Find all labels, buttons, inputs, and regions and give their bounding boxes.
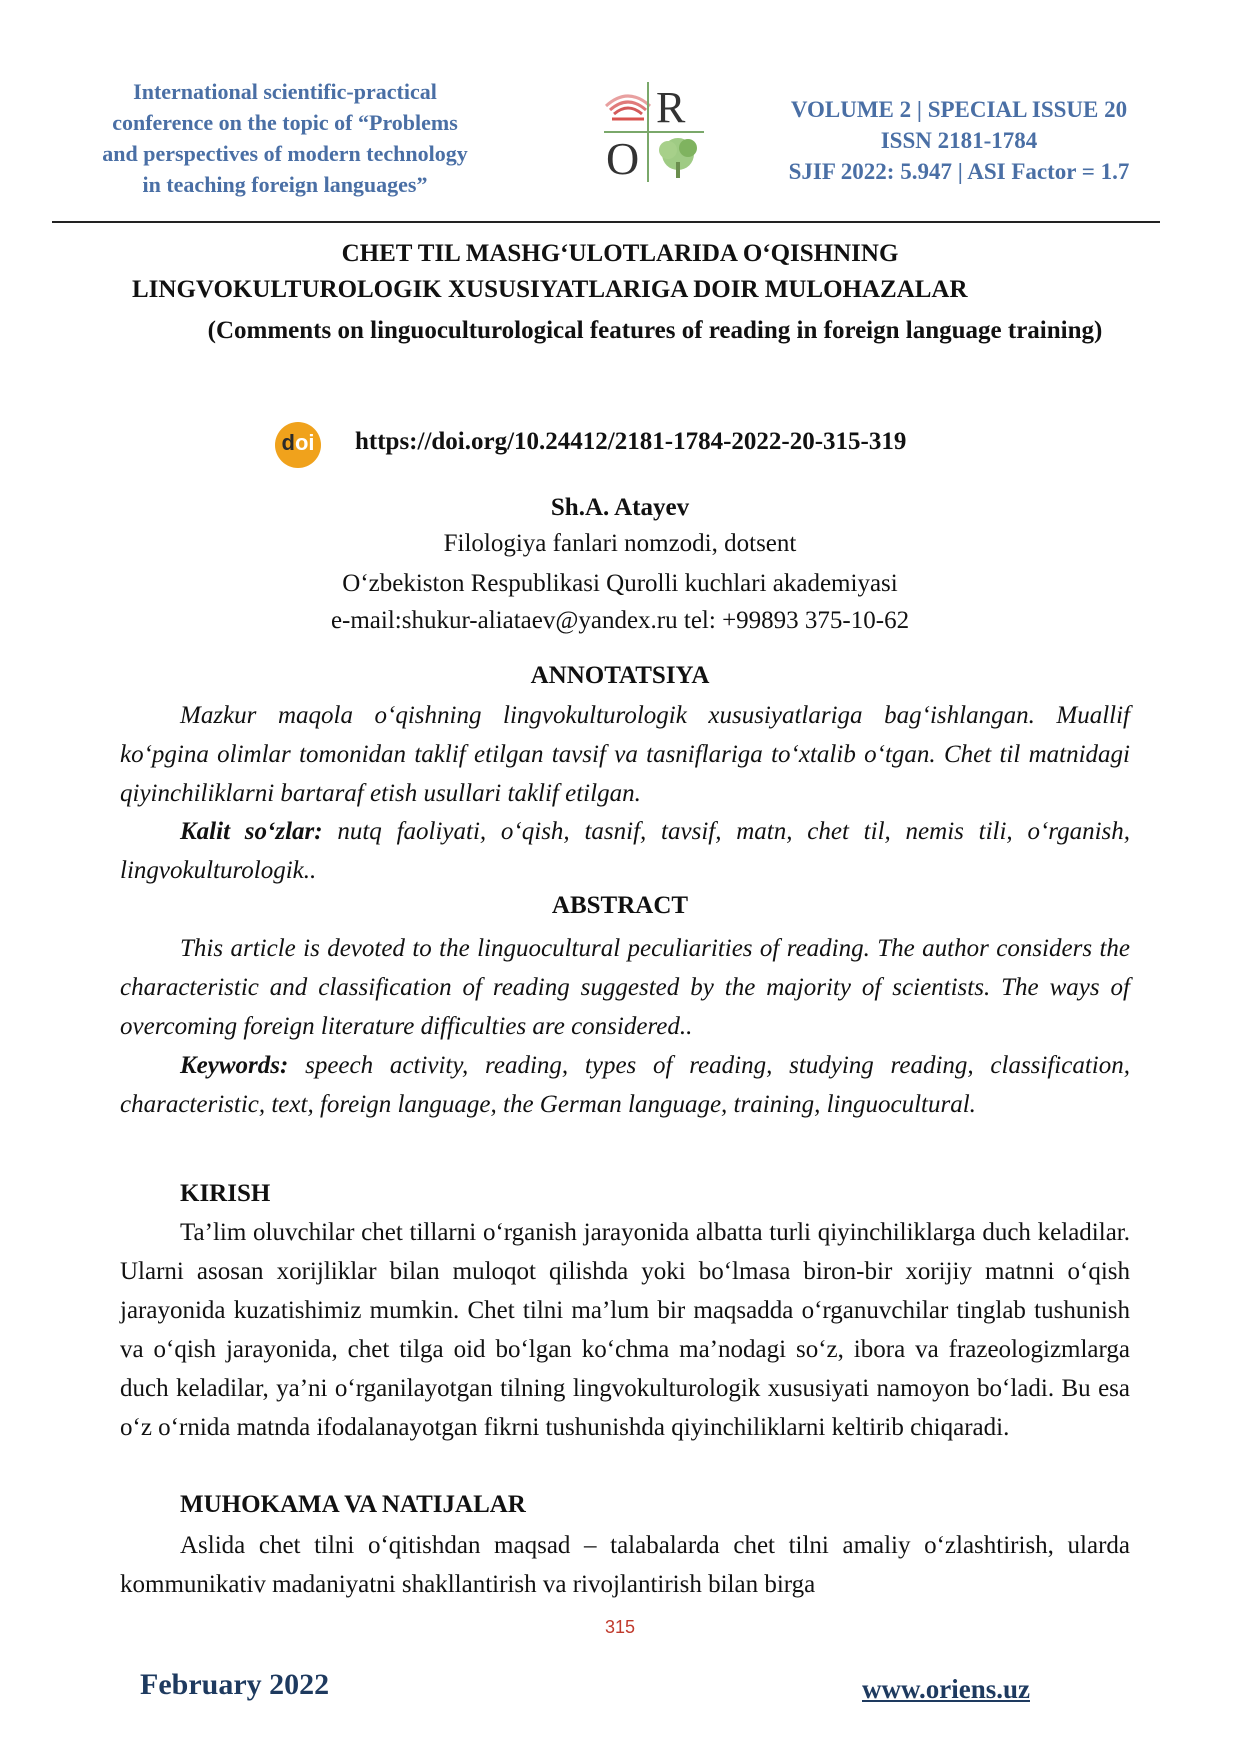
- journal-info: [744, 94, 1174, 187]
- annotatsiya-keywords: [120, 812, 1130, 890]
- doi-row: [275, 420, 1035, 468]
- tree-icon: [659, 138, 697, 178]
- kirish-heading: KIRISH: [180, 1180, 271, 1207]
- kirish-text: Ta’lim oluvchilar chet tillarni o‘rganish jarayonida albatta turli qiyinchiliklarga duch keladilar. Ularni asosan xorijliklar bilan muloqot qilishda yoki bo‘lmasa biron-bir xorijiy matnni o‘qish jarayonida kuzatishimiz mumkin. Chet tilni ma’lum bir maqsadda o‘rganuvchilar tinglab tushunish va o‘qish jarayonida, chet tilga oid bo‘lgan ko‘chma ma’nodagi so‘z, ibora va frazeologizmlarga duch keladilar, ya’ni o‘rganilayotgan tilning lingvokulturologik xususiyati namoyon bo‘ladi. Bu esa o‘z o‘rnida matnda ifodalanayotgan fikrni tushunishda qiyinchiliklarni keltirib chiqaradi.: [120, 1219, 1130, 1441]
- author-name: Sh.A. Atayev: [550, 494, 690, 521]
- sjif-line: SJIF 2022: 5.947 | ASI Factor = 1.7: [788, 159, 1130, 184]
- keywords-label: Kalit so‘zlar:: [180, 818, 323, 845]
- logo-letter-o: O: [606, 133, 640, 182]
- doi-icon: doi: [275, 422, 321, 468]
- article-title-line-1: CHET TIL MASHG‘ULOTLARIDA O‘QISHNING: [341, 240, 899, 267]
- keywords-list: nutq faoliyati, o‘qish, tasnif, tavsif, matn, chet til, nemis tili, o‘rganish, lingvokulturologik..: [120, 818, 1130, 884]
- annotatsiya-text: Mazkur maqola o‘qishning lingvokulturologik xususiyatlariga bag‘ishlangan. Muallif ko‘pgina olimlar tomonidan taklif etilgan tavsif va tasniflariga to‘xtalib o‘tgan. Chet til matnidagi qiyinchiliklarni bartaraf etish usullari taklif etilgan.: [120, 702, 1130, 807]
- conference-title-line: International scientific-practical: [133, 79, 437, 104]
- conference-title-line: conference on the topic of “Problems: [112, 110, 458, 135]
- annotatsiya-heading: ANNOTATSIYA: [530, 662, 710, 689]
- conference-title-line: and perspectives of modern technology: [102, 141, 468, 166]
- page-number: 315: [604, 1617, 636, 1637]
- keywords-list: speech activity, reading, types of reading, studying reading, classification, characteristic, text, foreign language, the German language, training, linguocultural.: [120, 1052, 1130, 1118]
- doi-link[interactable]: https://doi.org/10.24412/2181-1784-2022-20-315-319: [355, 428, 907, 455]
- article-subtitle: (Comments on linguoculturological features of reading in foreign language training): [207, 317, 1103, 344]
- author-institution: O‘zbekiston Respublikasi Qurolli kuchlari akademiyasi: [342, 570, 898, 597]
- author-degree: Filologiya fanlari nomzodi, dotsent: [443, 530, 797, 557]
- conference-title-line: in teaching foreign languages”: [142, 172, 428, 197]
- article-title-line-2: LINGVOKULTUROLOGIK XUSUSIYATLARIGA DOIR MULOHAZALAR: [132, 276, 968, 303]
- abstract-heading: ABSTRACT: [551, 892, 689, 919]
- oriens-logo: [604, 82, 724, 182]
- footer-date: February 2022: [140, 1668, 330, 1701]
- abstract-keywords: [120, 1046, 1130, 1124]
- conference-title: [100, 76, 470, 200]
- abstract-text: This article is devoted to the linguocultural peculiarities of reading. The author considers the characteristic and classification of reading suggested by the majority of scientists. The ways of overcoming foreign literature difficulties are considered..: [120, 935, 1130, 1040]
- logo-letter-r: R: [656, 83, 686, 132]
- issn-line: ISSN 2181-1784: [880, 128, 1038, 153]
- volume-line: VOLUME 2 | SPECIAL ISSUE 20: [790, 97, 1128, 122]
- muhokama-text: Aslida chet tilni o‘qitishdan maqsad – talabalarda chet tilni amaliy o‘zlashtirish, ularda kommunikativ madaniyatni shakllantirish va rivojlantirish bilan birga: [120, 1532, 1130, 1598]
- author-contact: e-mail:shukur-aliataev@yandex.ru tel: +99893 375-10-62: [330, 607, 910, 634]
- sunrise-icon: [606, 96, 650, 119]
- footer-website-link[interactable]: www.oriens.uz: [862, 1674, 1030, 1704]
- muhokama-heading: MUHOKAMA VA NATIJALAR: [180, 1491, 526, 1518]
- keywords-label: Keywords:: [180, 1052, 289, 1079]
- header-divider: [52, 221, 1160, 223]
